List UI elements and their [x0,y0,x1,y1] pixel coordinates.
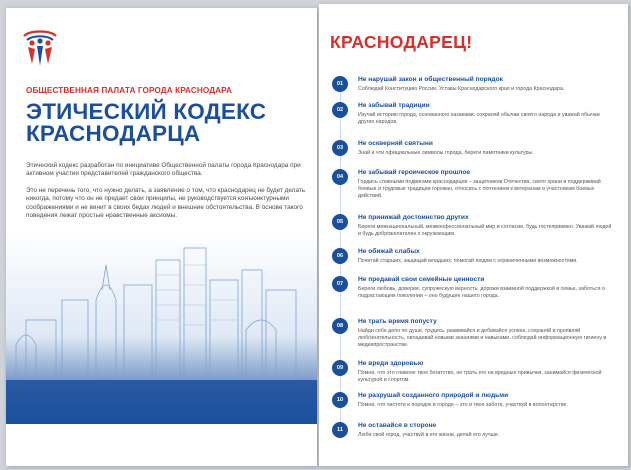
rule-heading: Не оставайся в стороне [358,422,437,429]
rule-number-badge: 05 [332,214,348,230]
rules-list [319,4,628,466]
intro-text [26,162,306,228]
rule-heading: Не предавай свои семейные ценности [358,276,485,283]
rule-description: Знай и чти официальные символы города, береги памятники культуры. [358,150,534,156]
rule-heading: Не вреди здоровью [358,360,424,367]
adoption-note: Принят на V ежегодном Форуме общественных объединений муниципального образования город Краснодар «Гражданская солидарность» 21 ноября 2024 года. [26,426,300,439]
rule-heading: Не забывай героическое прошлое [358,169,471,176]
rule-description: Помни, что это главное твое богатство, не трать его на вредные привычки, занимайся физической культурой и спортом. [358,370,602,383]
rule-heading: Не разрушай созданного природой и людьми [358,392,509,399]
rule-number-badge: 08 [332,318,348,334]
rule-number-badge: 02 [332,102,348,118]
rule-number-badge: 07 [332,276,348,292]
title-line-2: КРАСНОДАРЦА [26,121,201,146]
left-page [6,8,317,466]
rule-description: Изучай историю города, основанного казаками, сохраняй обычаи своего народа и уважай обычаи других народов. [358,112,600,125]
rule-description: Найди себе дело по душе, трудись, развивайся и добивайся успеха, сохраняй и проявляй любознательность, овладевай новыми знаниями и навыками, соблюдай информационную гигиену в медиапространстве. [358,328,607,348]
rule-description: Соблюдай Конституцию России, Уставы Краснодарского края и города Краснодара. [358,86,565,92]
rule-description: Береги любовь, доверие, супружескую верность, дорожи взаимной поддержкой в семье, заботься о подрастающем поколении – оно будущее нашего города. [358,286,605,299]
rule-number-badge: 09 [332,360,348,376]
rule-description: Почитай старших, защищай младших, помогай людям с ограниченными возможностями. [358,258,578,264]
rule-number-badge: 04 [332,169,348,185]
title-line-1: ЭТИЧЕСКИЙ КОДЕКС [26,99,267,124]
rule-number-badge: 11 [332,422,348,438]
chamber-logo-icon [20,28,60,68]
rule-description: Береги межнациональный, межконфессиональный мир и согласие, будь гостеприимен. Уважай людей и будь доброжелателен к окружающим. [358,224,612,237]
rule-description: Люби свой город, участвуй в его жизни, делай его лучше. [358,432,500,438]
intro-paragraph-1: Этический кодекс разработан по инициативе Общественной палаты города Краснодара при активном участии представителей гражданского общества. [26,162,301,178]
org-title: ОБЩЕСТВЕННАЯ ПАЛАТА ГОРОДА КРАСНОДАРА [26,86,233,95]
rule-description: Гордись славными подвигами краснодарцев – защитников Отечества, свято храни и поддерживай боевые и трудовые традиции горожан, относись с почтением к ветеранам и участникам боевых действий. [358,179,601,199]
intro-paragraph-2: Это не перечень того, что нужно делать, а заявление о том, что краснодарец не будет делать никогда, потому что он не предает свои принципы, не руководствуется конъюнктурными соображениями и не винит в своих бедах людей и внешние обстоятельства. В основе такого поведения лежат простые нравственные аксиомы. [26,186,306,220]
rule-description: Помни, что чистота и порядок в городе – это и твоя забота, участвуй в волонтерстве. [358,402,569,408]
rule-number-badge: 03 [332,140,348,156]
page-title [26,101,311,145]
rule-heading: Не нарушай закон и общественный порядок [358,76,503,83]
rule-heading: Не трать время попусту [358,318,437,325]
city-skyline-illustration [6,230,317,424]
right-page [319,4,628,466]
rule-heading: Не оскверняй святыни [358,140,433,147]
rule-heading: Не принижай достоинство других [358,214,469,221]
code-heading: КРАСНОДАРЕЦ! [330,32,473,52]
rule-heading: Не забывай традиции [358,102,430,109]
rule-number-badge: 06 [332,248,348,264]
rule-heading: Не обижай слабых [358,248,420,255]
rule-number-badge: 01 [332,76,348,92]
rule-number-badge: 10 [332,392,348,408]
